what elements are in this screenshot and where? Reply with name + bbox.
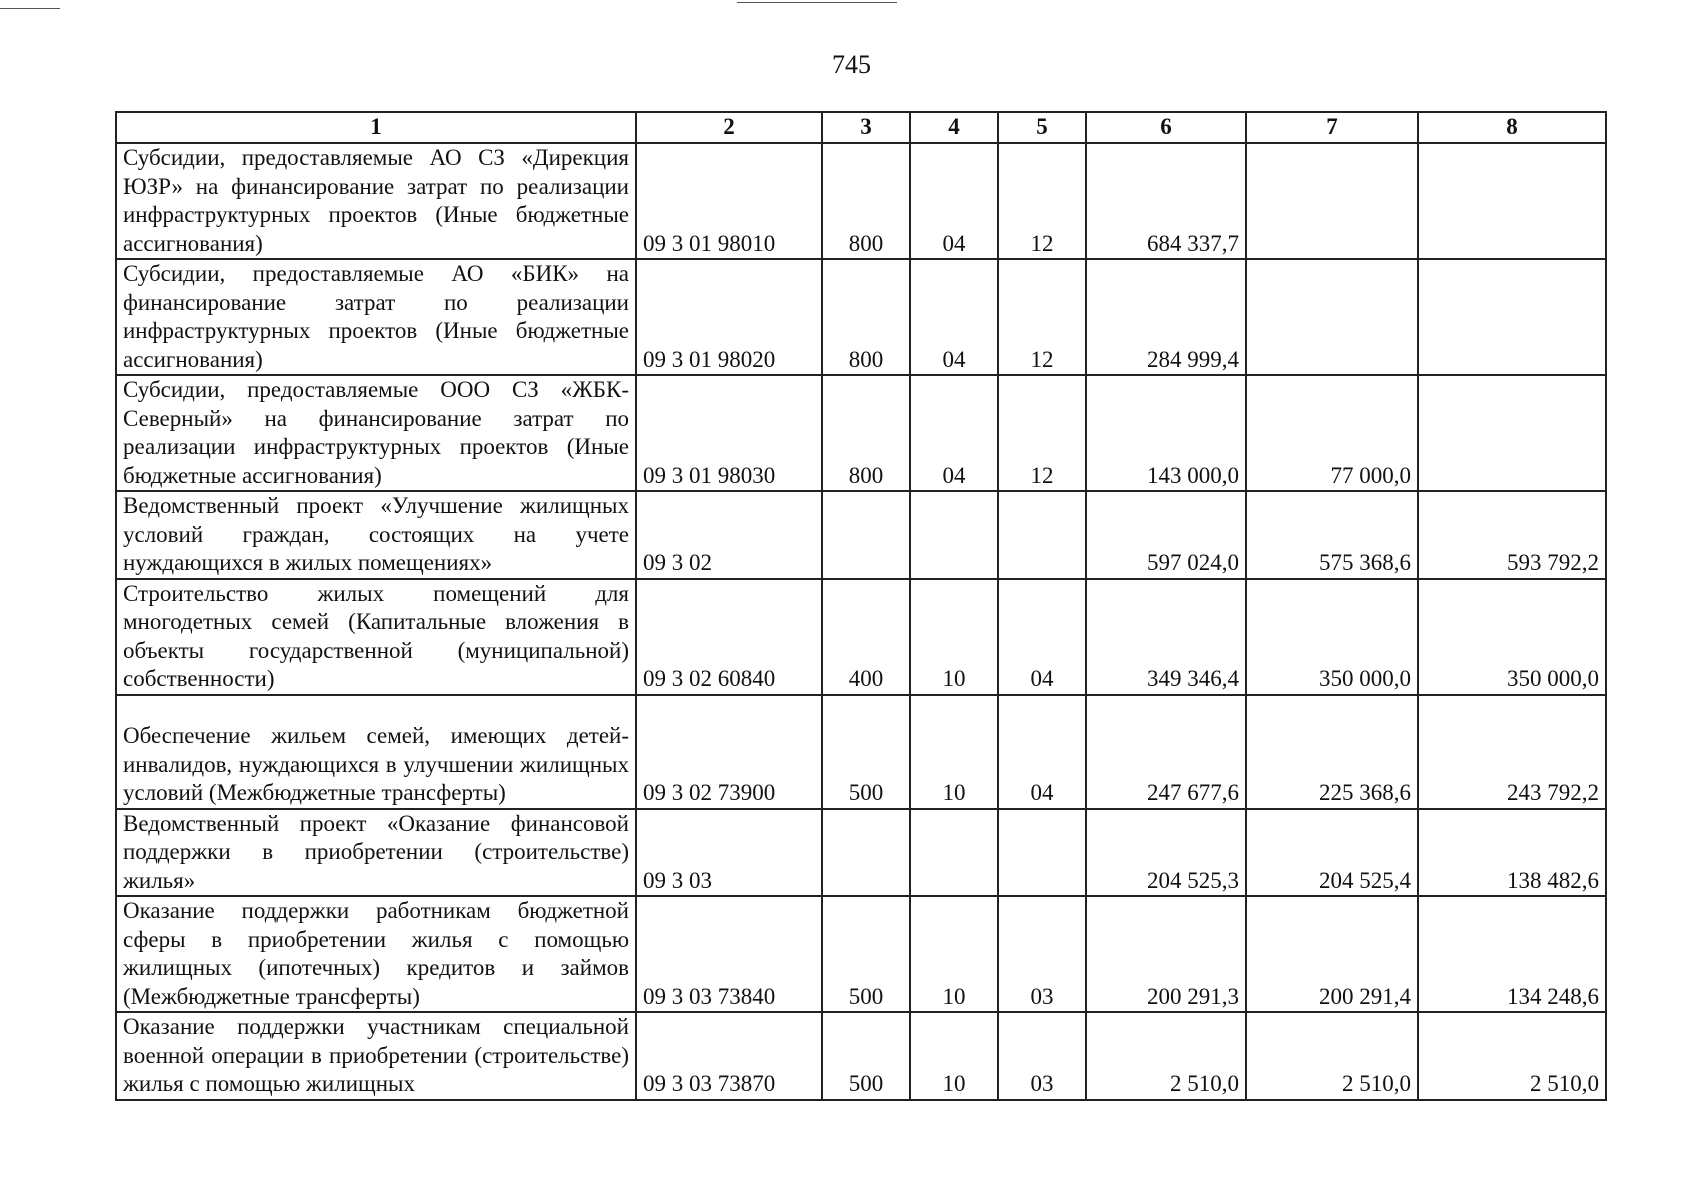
row-subsection: 04 — [998, 695, 1086, 809]
row-amount-col6: 200 291,3 — [1086, 896, 1246, 1012]
row-section — [910, 809, 998, 897]
row-subsection: 04 — [998, 579, 1086, 695]
row-code: 09 3 01 98030 — [636, 375, 822, 491]
row-subsection — [998, 809, 1086, 897]
row-expense-type: 800 — [822, 143, 910, 259]
table-row — [116, 809, 1606, 897]
row-amount-col8: 593 792,2 — [1418, 491, 1606, 579]
table-header-row — [116, 112, 1606, 143]
row-name: Ведомственный проект «Улучшение жилищных условий граждан, состоящих на учете нуждающихся в жилых помещениях» — [116, 491, 636, 579]
table-row — [116, 695, 1606, 809]
row-section: 10 — [910, 695, 998, 809]
table-row — [116, 375, 1606, 491]
row-expense-type: 500 — [822, 1012, 910, 1100]
column-header: 7 — [1246, 112, 1418, 143]
row-name: Субсидии, предоставляемые АО СЗ «Дирекция ЮЗР» на финансирование затрат по реализации инфраструктурных проектов (Иные бюджетные ассигнования) — [116, 143, 636, 259]
row-amount-col6: 2 510,0 — [1086, 1012, 1246, 1100]
row-expense-type — [822, 491, 910, 579]
column-header: 1 — [116, 112, 636, 143]
row-amount-col6: 247 677,6 — [1086, 695, 1246, 809]
row-subsection: 12 — [998, 143, 1086, 259]
row-section: 04 — [910, 143, 998, 259]
row-subsection: 03 — [998, 896, 1086, 1012]
row-expense-type: 400 — [822, 579, 910, 695]
row-subsection: 12 — [998, 259, 1086, 375]
row-code: 09 3 02 73900 — [636, 695, 822, 809]
row-code: 09 3 03 73870 — [636, 1012, 822, 1100]
row-amount-col8 — [1418, 143, 1606, 259]
row-amount-col8: 134 248,6 — [1418, 896, 1606, 1012]
row-expense-type: 800 — [822, 375, 910, 491]
row-code: 09 3 01 98010 — [636, 143, 822, 259]
column-header: 8 — [1418, 112, 1606, 143]
table-row — [116, 1012, 1606, 1100]
row-expense-type — [822, 809, 910, 897]
row-name: Оказание поддержки работникам бюджетной сферы в приобретении жилья с помощью жилищных (ипотечных) кредитов и займов (Межбюджетные трансферты) — [116, 896, 636, 1012]
row-code: 09 3 03 73840 — [636, 896, 822, 1012]
row-amount-col6: 143 000,0 — [1086, 375, 1246, 491]
row-name: Субсидии, предоставляемые АО «БИК» на финансирование затрат по реализации инфраструктурных проектов (Иные бюджетные ассигнования) — [116, 259, 636, 375]
row-code: 09 3 02 — [636, 491, 822, 579]
row-code: 09 3 02 60840 — [636, 579, 822, 695]
row-expense-type: 500 — [822, 896, 910, 1012]
column-header: 6 — [1086, 112, 1246, 143]
table-row — [116, 896, 1606, 1012]
column-header: 4 — [910, 112, 998, 143]
row-name: Субсидии, предоставляемые ООО СЗ «ЖБК-Северный» на финансирование затрат по реализации инфраструктурных проектов (Иные бюджетные ассигнования) — [116, 375, 636, 491]
row-name: Строительство жилых помещений для многодетных семей (Капитальные вложения в объекты государственной (муниципальной) собственности) — [116, 579, 636, 695]
row-name: Оказание поддержки участникам специальной военной операции в приобретении (строительстве) жилья с помощью жилищных — [116, 1012, 636, 1100]
row-section: 10 — [910, 579, 998, 695]
row-amount-col6: 204 525,3 — [1086, 809, 1246, 897]
page-number: 745 — [832, 50, 871, 79]
corner-mark — [0, 8, 60, 9]
table-row — [116, 143, 1606, 259]
row-amount-col6: 284 999,4 — [1086, 259, 1246, 375]
row-section: 04 — [910, 375, 998, 491]
row-amount-col7: 225 368,6 — [1246, 695, 1418, 809]
row-subsection: 12 — [998, 375, 1086, 491]
table-row — [116, 259, 1606, 375]
row-expense-type: 500 — [822, 695, 910, 809]
row-amount-col6: 684 337,7 — [1086, 143, 1246, 259]
budget-table — [115, 111, 1607, 1101]
row-section: 04 — [910, 259, 998, 375]
row-amount-col7: 200 291,4 — [1246, 896, 1418, 1012]
column-header: 2 — [636, 112, 822, 143]
top-rule — [737, 2, 897, 3]
row-amount-col8: 2 510,0 — [1418, 1012, 1606, 1100]
row-section: 10 — [910, 896, 998, 1012]
row-section — [910, 491, 998, 579]
row-amount-col8: 138 482,6 — [1418, 809, 1606, 897]
row-amount-col6: 597 024,0 — [1086, 491, 1246, 579]
row-code: 09 3 01 98020 — [636, 259, 822, 375]
row-amount-col7: 77 000,0 — [1246, 375, 1418, 491]
row-amount-col8 — [1418, 259, 1606, 375]
row-name: Обеспечение жильем семей, имеющих детей-инвалидов, нуждающихся в улучшении жилищных условий (Межбюджетные трансферты) — [116, 695, 636, 809]
column-header: 5 — [998, 112, 1086, 143]
row-amount-col7 — [1246, 143, 1418, 259]
row-amount-col7: 204 525,4 — [1246, 809, 1418, 897]
row-amount-col7 — [1246, 259, 1418, 375]
row-amount-col8: 350 000,0 — [1418, 579, 1606, 695]
row-section: 10 — [910, 1012, 998, 1100]
table-row — [116, 491, 1606, 579]
row-subsection — [998, 491, 1086, 579]
row-name: Ведомственный проект «Оказание финансовой поддержки в приобретении (строительстве) жилья» — [116, 809, 636, 897]
row-subsection: 03 — [998, 1012, 1086, 1100]
row-amount-col8: 243 792,2 — [1418, 695, 1606, 809]
column-header: 3 — [822, 112, 910, 143]
row-amount-col8 — [1418, 375, 1606, 491]
row-amount-col7: 2 510,0 — [1246, 1012, 1418, 1100]
table-row — [116, 579, 1606, 695]
row-code: 09 3 03 — [636, 809, 822, 897]
row-expense-type: 800 — [822, 259, 910, 375]
row-amount-col7: 575 368,6 — [1246, 491, 1418, 579]
row-amount-col7: 350 000,0 — [1246, 579, 1418, 695]
row-amount-col6: 349 346,4 — [1086, 579, 1246, 695]
